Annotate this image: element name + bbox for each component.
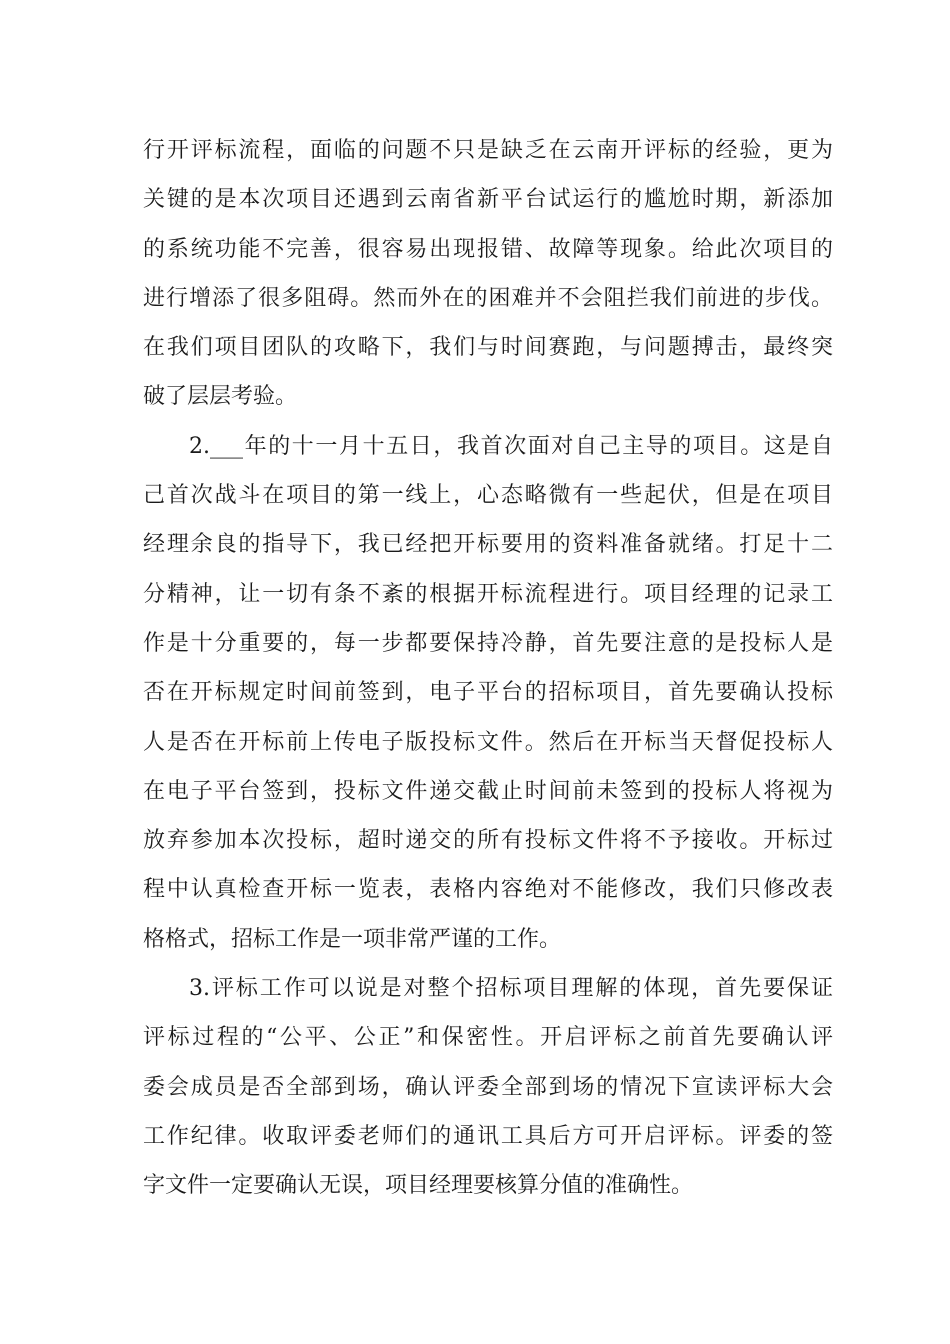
text-line: 在我们项目团队的攻略下，我们与时间赛跑，与问题搏击，最终突 — [143, 335, 833, 361]
text-line: 在电子平台签到，投标文件递交截止时间前未签到的投标人将视为 — [143, 778, 833, 804]
paragraph-3 — [143, 964, 833, 1210]
text-line: 作是十分重要的，每一步都要保持冷静，首先要注意的是投标人是 — [143, 630, 833, 656]
text-line: 行开评标流程，面临的问题不只是缺乏在云南开评标的经验，更为 — [143, 138, 833, 163]
text-line: 进行增添了很多阻碍。然而外在的困难并不会阻拦我们前进的步伐。 — [143, 285, 833, 311]
text-line: 的系统功能不完善，很容易出现报错、故障等现象。给此次项目的 — [143, 236, 833, 262]
text-line: 破了层层考验。 — [143, 384, 298, 410]
text-line: 放弃参加本次投标，超时递交的所有投标文件将不予接收。开标过 — [143, 828, 833, 854]
text-line: 否在开标规定时间前签到，电子平台的招标项目，首先要确认投标 — [143, 680, 833, 706]
text-line: 3.评标工作可以说是对整个招标项目理解的体现，首先要保证 — [189, 976, 833, 1002]
paragraph-2 — [143, 422, 833, 964]
text-line: 人是否在开标前上传电子版投标文件。然后在开标当天督促投标人 — [143, 729, 833, 755]
text-line: 工作纪律。收取评委老师们的通讯工具后方可开启评标。评委的签 — [143, 1123, 833, 1149]
text-line: 分精神，让一切有条不紊的根据开标流程进行。项目经理的记录工 — [143, 581, 833, 607]
text-line: 字文件一定要确认无误，项目经理要核算分值的准确性。 — [143, 1173, 694, 1199]
text-line: 委会成员是否全部到场，确认评委全部到场的情况下宣读评标大会 — [143, 1074, 833, 1100]
text-line: 评标过程的“公平、公正”和保密性。开启评标之前首先要确认评 — [143, 1025, 833, 1051]
text-line: 经理余良的指导下，我已经把开标要用的资料准备就绪。打足十二 — [143, 532, 833, 558]
text-line: 己首次战斗在项目的第一线上，心态略微有一些起伏，但是在项目 — [143, 483, 833, 509]
text-line: 关键的是本次项目还遇到云南省新平台试运行的尴尬时期，新添加 — [143, 187, 833, 213]
paragraph-1 — [143, 126, 833, 422]
document-body — [143, 126, 833, 1211]
text-line: 程中认真检查开标一览表，表格内容绝对不能修改，我们只修改表 — [143, 877, 833, 903]
text-line: 2.___年的十一月十五日，我首次面对自己主导的项目。这是自 — [189, 433, 833, 459]
text-line: 格格式，招标工作是一项非常严谨的工作。 — [143, 926, 562, 952]
